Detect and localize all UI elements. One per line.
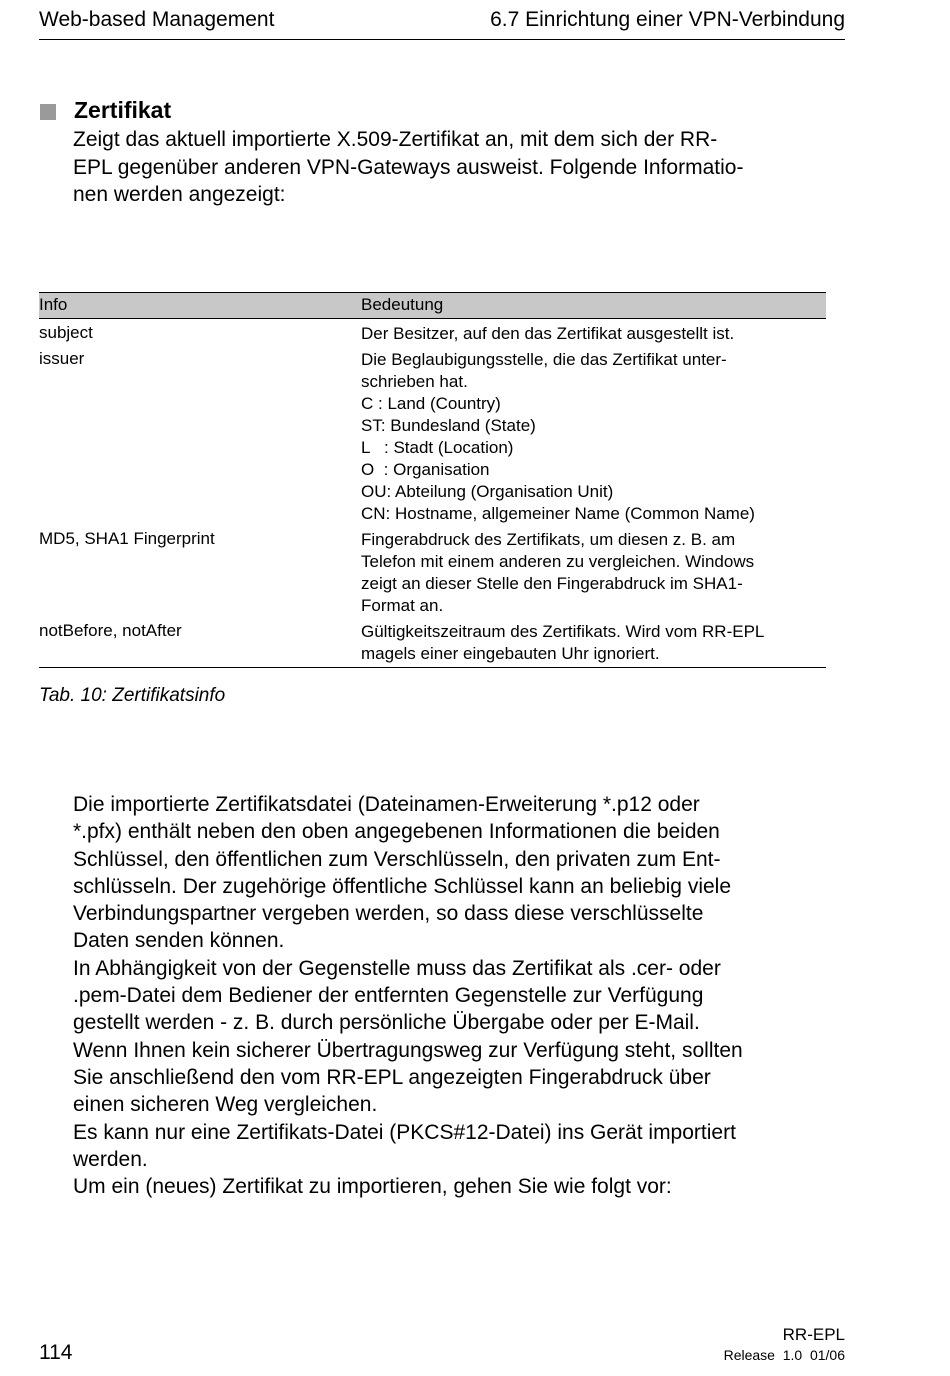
table-header-meaning: Bedeutung (361, 295, 444, 314)
intro-line: Zeigt das aktuell importierte X.509-Zertifikat an, mit dem sich der RR- (73, 128, 718, 151)
body-line: Schlüssel, den öffentlichen zum Verschlüsseln, den privaten zum Ent- (73, 847, 721, 871)
intro-line: nen werden angezeigt: (73, 183, 286, 206)
body-line: werden. (73, 1147, 148, 1171)
meaning-line: OU: Abteilung (Organisation Unit) (361, 482, 614, 501)
table-cell-meaning (361, 529, 826, 617)
footer-product: RR-EPL (782, 1325, 845, 1344)
body-line: In Abhängigkeit von der Gegenstelle muss das Zertifikat als .cer- oder (73, 956, 721, 980)
body-line: Wenn Ihnen kein sicherer Übertragungsweg zur Verfügung steht, sollten (73, 1038, 743, 1062)
table-row (39, 349, 826, 525)
header-left-title: Web-based Management (39, 8, 275, 31)
table-row (39, 529, 826, 617)
body-line: schlüsseln. Der zugehörige öffentliche Schlüssel kann an beliebig viele (73, 874, 732, 898)
body-line: Die importierte Zertifikatsdatei (Dateinamen-Erweiterung *.p12 oder (73, 793, 700, 816)
table-cell-meaning (361, 621, 826, 665)
table-row (39, 323, 826, 345)
header-right-title: 6.7 Einrichtung einer VPN-Verbindung (490, 8, 845, 31)
page-number: 114 (39, 1341, 73, 1364)
intro-line: EPL gegenüber anderen VPN-Gateways ausweist. Folgende Informatio- (73, 155, 744, 179)
body-line: einen sicheren Weg vergleichen. (73, 1093, 378, 1117)
table-cell-info: MD5, SHA1 Fingerprint (39, 529, 215, 548)
body-line: Verbindungspartner vergeben werden, so dass diese verschlüsselte (73, 902, 704, 926)
table-cell-meaning (361, 323, 826, 345)
meaning-line: ST: Bundesland (State) (361, 416, 536, 435)
meaning-line: O : Organisation (361, 460, 490, 479)
meaning-line: magels einer eingebauten Uhr ignoriert. (361, 644, 660, 663)
body-line: .pem-Datei dem Bediener der entfernten Gegenstelle zur Verfügung (73, 984, 704, 1008)
body-paragraph (73, 791, 845, 1200)
section-bullet-icon (40, 104, 56, 120)
meaning-line: L : Stadt (Location) (361, 438, 514, 457)
table-cell-info: issuer (39, 349, 85, 368)
meaning-line: C : Land (Country) (361, 394, 501, 413)
table-cell-info: subject (39, 323, 93, 342)
meaning-line: Der Besitzer, auf den das Zertifikat ausgestellt ist. (361, 324, 735, 343)
meaning-line: Telefon mit einem anderen zu vergleichen. Windows (361, 552, 755, 571)
footer-release: Release 1.0 01/06 (723, 1347, 845, 1363)
certificate-info-table (39, 292, 826, 668)
table-row (39, 621, 826, 665)
body-line: Um ein (neues) Zertifikat zu importieren, gehen Sie wie folgt vor: (73, 1175, 672, 1199)
meaning-line: Format an. (361, 596, 444, 615)
body-line: Daten senden können. (73, 929, 285, 953)
body-line: Es kann nur eine Zertifikats-Datei (PKCS#12-Datei) ins Gerät importiert (73, 1120, 736, 1144)
page-header (39, 6, 845, 40)
meaning-line: zeigt an dieser Stelle den Fingerabdruck im SHA1- (361, 574, 743, 593)
meaning-line: schrieben hat. (361, 372, 468, 391)
table-header-row (39, 292, 826, 319)
table-header-info: Info (39, 295, 68, 314)
body-line: *.pfx) enthält neben den oben angegebenen Informationen die beiden (73, 820, 720, 844)
table-cell-meaning (361, 349, 826, 525)
intro-paragraph (73, 126, 845, 209)
table-bottom-rule (39, 667, 826, 668)
meaning-line: CN: Hostname, allgemeiner Name (Common Name) (361, 504, 755, 523)
body-line: gestellt werden - z. B. durch persönliche Übergabe oder per E-Mail. (73, 1011, 700, 1035)
meaning-line: Fingerabdruck des Zertifikats, um diesen z. B. am (361, 530, 736, 549)
meaning-line: Gültigkeitszeitraum des Zertifikats. Wird vom RR-EPL (361, 622, 765, 641)
section-title: Zertifikat (74, 97, 172, 123)
body-line: Sie anschließend den vom RR-EPL angezeigten Fingerabdruck über (73, 1065, 711, 1089)
table-caption: Tab. 10: Zertifikatsinfo (39, 685, 226, 706)
table-cell-info: notBefore, notAfter (39, 621, 182, 640)
meaning-line: Die Beglaubigungsstelle, die das Zertifikat unter- (361, 350, 727, 369)
